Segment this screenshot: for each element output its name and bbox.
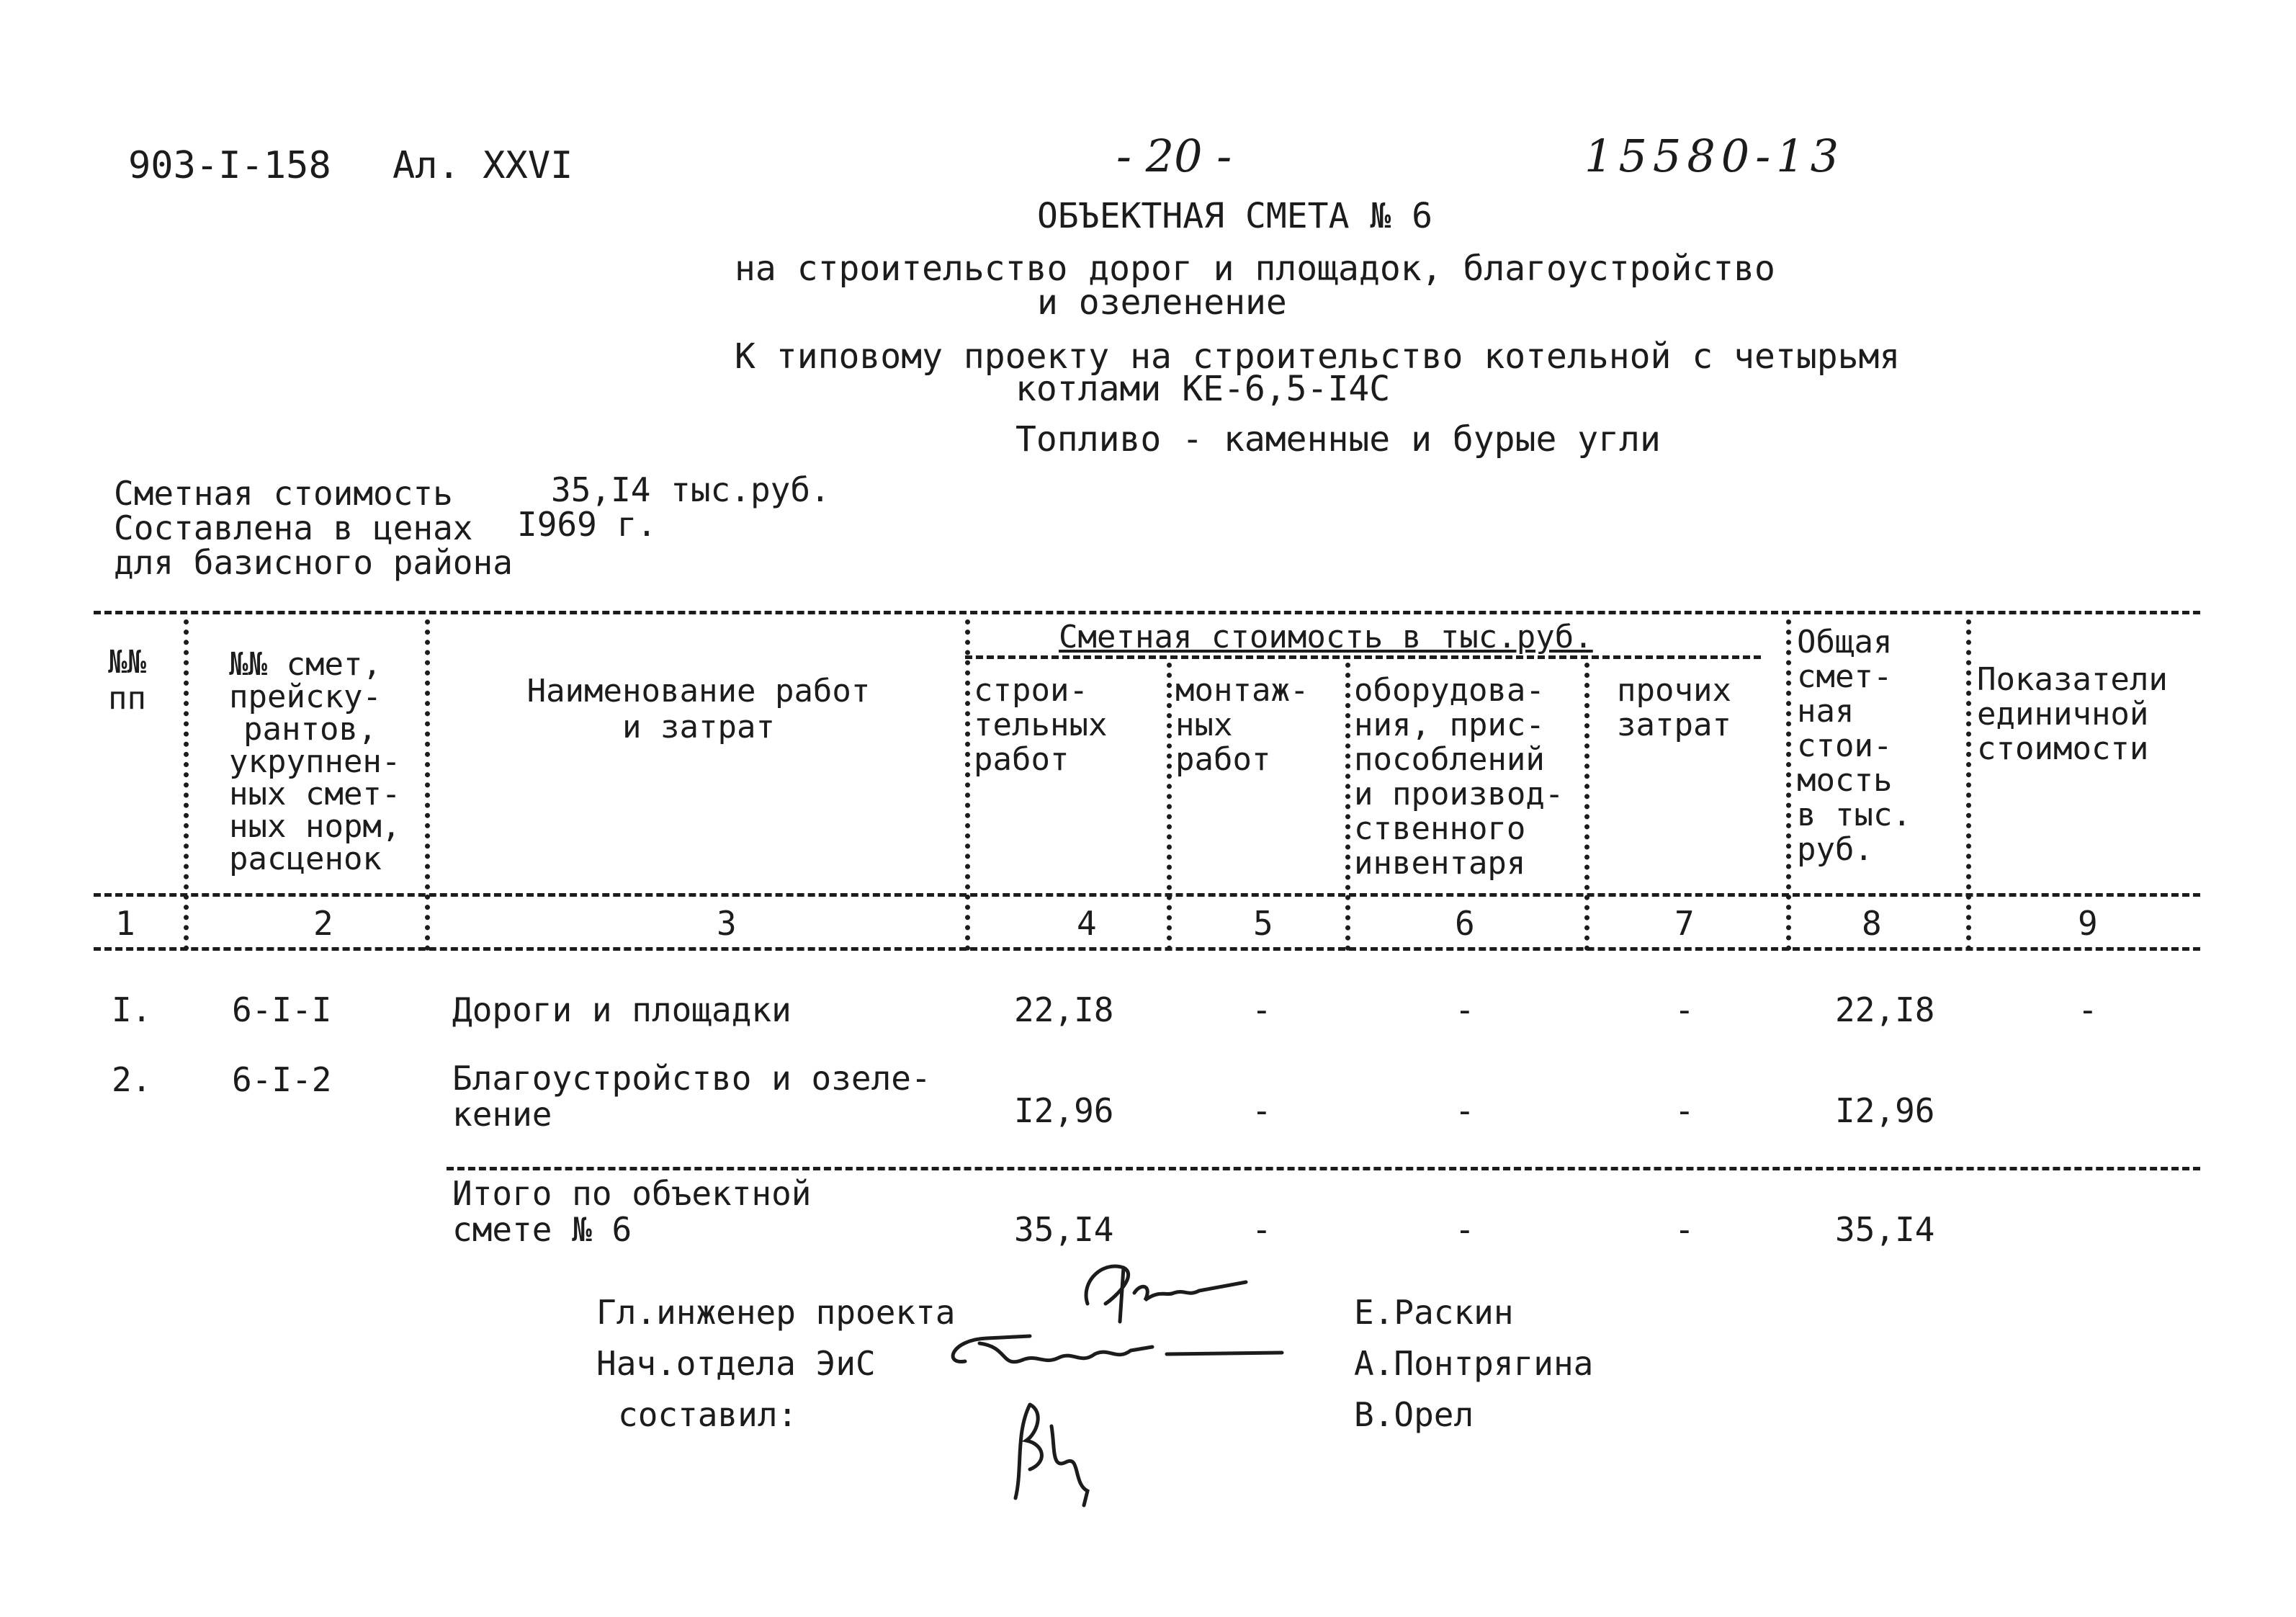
header-total-cost-line3: ная xyxy=(1797,693,1855,730)
header-total-cost-line5: мость xyxy=(1797,762,1893,799)
header-equipment-line2: ния, прис- xyxy=(1354,707,1545,743)
signature-name-compiler: В.Орел xyxy=(1354,1395,1474,1434)
row1-indicators: - xyxy=(2078,990,2098,1029)
column-separator-3 xyxy=(965,619,970,951)
price-basis-label: Составлена в ценах xyxy=(114,509,473,547)
row2-number: 2. xyxy=(112,1060,152,1099)
header-unit-indicators-line2: единичной xyxy=(1977,696,2149,733)
row2-installation: - xyxy=(1252,1091,1272,1130)
estimated-cost-value: 35,I4 тыс.руб. xyxy=(551,470,830,509)
header-cost-group: Сметная стоимость в тыс.руб. xyxy=(1059,619,1593,655)
header-equipment-line1: оборудова- xyxy=(1354,672,1545,709)
header-item-number xyxy=(108,645,146,717)
signature-name-department-head: А.Понтрягина xyxy=(1354,1344,1594,1383)
header-construction-works-line2: тельных xyxy=(974,707,1108,743)
row1-construction: 22,I8 xyxy=(1014,990,1114,1029)
header-equipment-line4: и производ- xyxy=(1354,776,1564,812)
estimated-cost-label: Сметная стоимость xyxy=(114,474,453,513)
total-construction: 35,I4 xyxy=(1014,1210,1114,1249)
header-unit-indicators-line3: стоимости xyxy=(1977,730,2149,767)
header-estimate-refs-line6: ных норм, xyxy=(229,808,401,845)
header-total-cost-line6: в тыс. xyxy=(1797,797,1911,833)
header-item-number-line2: пп xyxy=(108,680,146,717)
signature-name-chief-engineer: Е.Раскин xyxy=(1354,1293,1514,1332)
signature-department-head xyxy=(936,1325,1296,1383)
estimate-title: ОБЪЕКТНАЯ СМЕТА № 6 xyxy=(1037,196,1433,236)
table-top-rule xyxy=(94,611,2200,614)
total-installation: - xyxy=(1252,1210,1272,1249)
header-estimate-refs-line4: укрупнен- xyxy=(229,743,401,780)
header-other-costs-line1: прочих xyxy=(1617,672,1731,709)
column-number-8: 8 xyxy=(1862,904,1882,943)
header-estimate-refs-line7: расценок xyxy=(229,841,382,877)
row2-construction: I2,96 xyxy=(1014,1091,1114,1130)
page-number: - 20 - xyxy=(1116,130,1232,182)
row2-equipment: - xyxy=(1455,1091,1475,1130)
album-number: Ал. XXVI xyxy=(393,144,573,187)
header-estimate-refs xyxy=(229,648,400,875)
signature-role-compiler: составил: xyxy=(618,1395,798,1434)
column-separator-7 xyxy=(1786,619,1791,951)
row2-name-line2: кение xyxy=(452,1095,552,1134)
column-number-2: 2 xyxy=(313,904,333,943)
price-basis-year: I969 г. xyxy=(517,505,657,544)
row1-total: 22,I8 xyxy=(1835,990,1935,1029)
row2-code: 6-I-2 xyxy=(232,1060,332,1099)
total-sum: 35,I4 xyxy=(1835,1210,1935,1249)
header-item-number-line1: №№ xyxy=(108,644,146,681)
header-installation-works-line3: работ xyxy=(1175,741,1271,778)
column-number-7: 7 xyxy=(1674,904,1695,943)
column-separator-5 xyxy=(1345,663,1350,951)
row1-name: Дороги и площадки xyxy=(452,990,792,1029)
total-separator-rule xyxy=(447,1167,2200,1170)
sheet-number: 15580-13 xyxy=(1584,130,1845,182)
row1-number: I. xyxy=(112,990,152,1029)
signature-compiler xyxy=(1001,1383,1109,1513)
header-estimate-refs-line3: рантов, xyxy=(243,711,377,748)
header-construction-works xyxy=(974,673,1107,777)
cost-group-underline xyxy=(965,655,1761,659)
column-separator-4 xyxy=(1167,663,1172,951)
header-equipment-line6: инвентаря xyxy=(1354,845,1526,882)
header-work-name-line2: и затрат xyxy=(622,709,775,745)
column-separator-8 xyxy=(1966,619,1971,951)
signature-role-department-head: Нач.отдела ЭиС xyxy=(596,1344,876,1383)
project-reference-line1: К типовому проекту на строительство котельной с четырьмя xyxy=(735,336,1901,377)
column-number-1: 1 xyxy=(115,904,135,943)
header-unit-indicators xyxy=(1977,663,2168,766)
row2-name xyxy=(452,1060,931,1132)
header-equipment-line5: ственного xyxy=(1354,810,1526,847)
column-number-6: 6 xyxy=(1455,904,1475,943)
column-number-5: 5 xyxy=(1253,904,1273,943)
title-subject-line1: на строительство дорог и площадок, благоустройство xyxy=(735,248,1775,289)
header-total-cost-line1: Общая xyxy=(1797,624,1893,660)
total-name xyxy=(452,1175,812,1248)
row2-total: I2,96 xyxy=(1835,1091,1935,1130)
header-total-cost-line7: руб. xyxy=(1797,831,1873,868)
row1-installation: - xyxy=(1252,990,1272,1029)
header-equipment xyxy=(1354,673,1564,881)
row2-other: - xyxy=(1674,1091,1695,1130)
header-equipment-line3: пособлений xyxy=(1354,741,1545,778)
total-name-line1: Итого по объектной xyxy=(452,1174,812,1213)
header-estimate-refs-line5: ных смет- xyxy=(229,776,401,812)
total-name-line2: смете № 6 xyxy=(452,1210,632,1249)
header-installation-works-line1: монтаж- xyxy=(1175,672,1309,709)
header-other-costs-line2: затрат xyxy=(1617,707,1731,743)
document-code: 903-I-158 xyxy=(128,144,331,187)
header-total-cost-line4: стои- xyxy=(1797,727,1893,764)
total-equipment: - xyxy=(1455,1210,1475,1249)
row2-name-line1: Благоустройство и озеле- xyxy=(452,1059,931,1098)
header-estimate-refs-line2: прейску- xyxy=(229,678,382,715)
project-reference-line2: котлами КЕ-6,5-I4С xyxy=(1015,369,1391,409)
header-unit-indicators-line1: Показатели xyxy=(1977,661,2168,698)
column-number-4: 4 xyxy=(1077,904,1097,943)
page-number-value: 20 xyxy=(1145,130,1203,182)
signature-chief-engineer xyxy=(1073,1253,1260,1332)
signature-role-chief-engineer: Гл.инженер проекта xyxy=(596,1293,956,1332)
total-other: - xyxy=(1674,1210,1695,1249)
column-separator-1 xyxy=(184,619,189,951)
header-other-costs xyxy=(1617,673,1731,743)
column-numbers-rule xyxy=(94,947,2200,951)
header-installation-works xyxy=(1175,673,1309,777)
base-region: для базисного района xyxy=(114,543,513,582)
header-work-name-line1: Наименование работ xyxy=(526,673,871,709)
header-total-cost-line2: смет- xyxy=(1797,658,1893,695)
column-number-3: 3 xyxy=(717,904,737,943)
header-bottom-rule xyxy=(94,893,2200,897)
column-separator-2 xyxy=(425,619,430,951)
header-construction-works-line1: строи- xyxy=(974,672,1088,709)
header-work-name xyxy=(468,673,929,745)
header-installation-works-line2: ных xyxy=(1175,707,1233,743)
title-subject-line2: и озеленение xyxy=(1037,282,1287,323)
header-construction-works-line3: работ xyxy=(974,741,1069,778)
fuel-type: Топливо - каменные и бурые угли xyxy=(1015,419,1661,460)
row1-code: 6-I-I xyxy=(232,990,332,1029)
column-number-9: 9 xyxy=(2078,904,2098,943)
row1-equipment: - xyxy=(1455,990,1475,1029)
header-total-cost xyxy=(1797,625,1911,867)
header-estimate-refs-line1: №№ смет, xyxy=(229,646,382,683)
column-separator-6 xyxy=(1584,663,1589,951)
row1-other: - xyxy=(1674,990,1695,1029)
